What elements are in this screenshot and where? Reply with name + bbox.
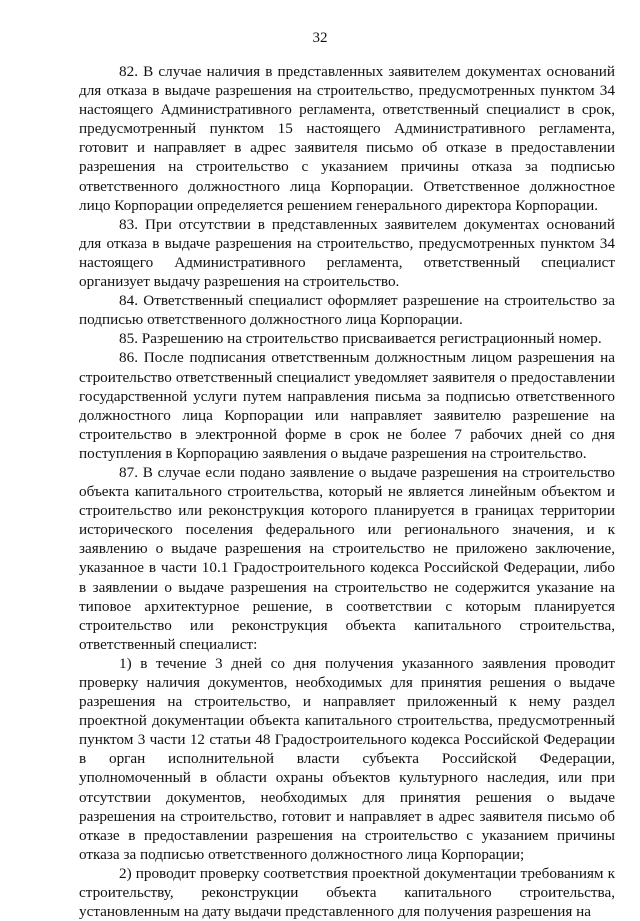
paragraph-85: 85. Разрешению на строительство присваивается регистрационный номер. [119,330,602,348]
document-body [79,62,615,921]
subparagraph-87-2: 2) проводит проверку соответствия проектной документации требованиям к строительству, реконструкции объекта капитального строительства, установленным на дату выдачи представленного для получения разрешения на [79,864,615,921]
paragraph-86: 86. После подписания ответственным должностным лицом разрешения на строительство ответственный специалист уведомляет заявителя о предоставлении государственной услуги путем направления письма за подписью ответственного должностного лица Корпорации или направляет заявителю разрешение на строительство в электронной форме в срок не более 7 рабочих дней со дня поступления в Корпорацию заявления о выдаче разрешения на строительство. [79,349,615,462]
paragraph-84: 84. Ответственный специалист оформляет разрешение на строительство за подписью ответственного должностного лица Корпорации. [79,292,615,329]
paragraph-82: 82. В случае наличия в представленных заявителем документах оснований для отказа в выдаче разрешения на строительство, предусмотренных пунктом 34 настоящего Административного регламента, ответственный специалист в срок, предусмотренный пунктом 15 настоящего Административного регламента, готовит и направляет в адрес заявителя письмо об отказе в предоставлении разрешения на строительство с указанием причины отказа за подписью ответственного должностного лица Корпорации. Ответственное должностное лицо Корпорации определяется решением генерального директора Корпорации. [79,63,615,214]
paragraph-87: 87. В случае если подано заявление о выдаче разрешения на строительство объекта капитального строительства, который не является линейным объектом и строительство или реконструкция которого планируется в границах территории исторического поселения федерального или регионального значения, и к заявлению о выдаче разрешения на строительство не приложено заключение, указанное в части 10.1 Градостроительного кодекса Российской Федерации, либо в заявлении о выдаче разрешения на строительство не содержится указание на типовое архитектурное решение, в соответствии с которым планируется строительство или реконструкция объекта капитального строительства, ответственный специалист: [79,463,615,653]
page-number: 32 [312,30,328,46]
subparagraph-87-1: 1) в течение 3 дней со дня получения указанного заявления проводит проверку наличия документов, необходимых для принятия решения о выдаче разрешения на строительство, и направляет приложенный к нему раздел проектной документации объекта капитального строительства, предусмотренный пунктом 3 части 12 статьи 48 Градостроительного кодекса Российской Федерации в орган исполнительной власти субъекта Российской Федерации, уполномоченный в области охраны объектов культурного наследия, или при отсутствии документов, необходимых для принятия решения о выдаче разрешения на строительство, готовит и направляет в адрес заявителя письмо об отказе в предоставлении разрешения на строительство с указанием причины отказа за подписью ответственного должностного лица Корпорации; [79,654,615,863]
paragraph-83: 83. При отсутствии в представленных заявителем документах оснований для отказа в выдаче разрешения на строительство, предусмотренных пунктом 34 настоящего Административного регламента, ответственный специалист организует выдачу разрешения на строительство. [79,215,615,291]
